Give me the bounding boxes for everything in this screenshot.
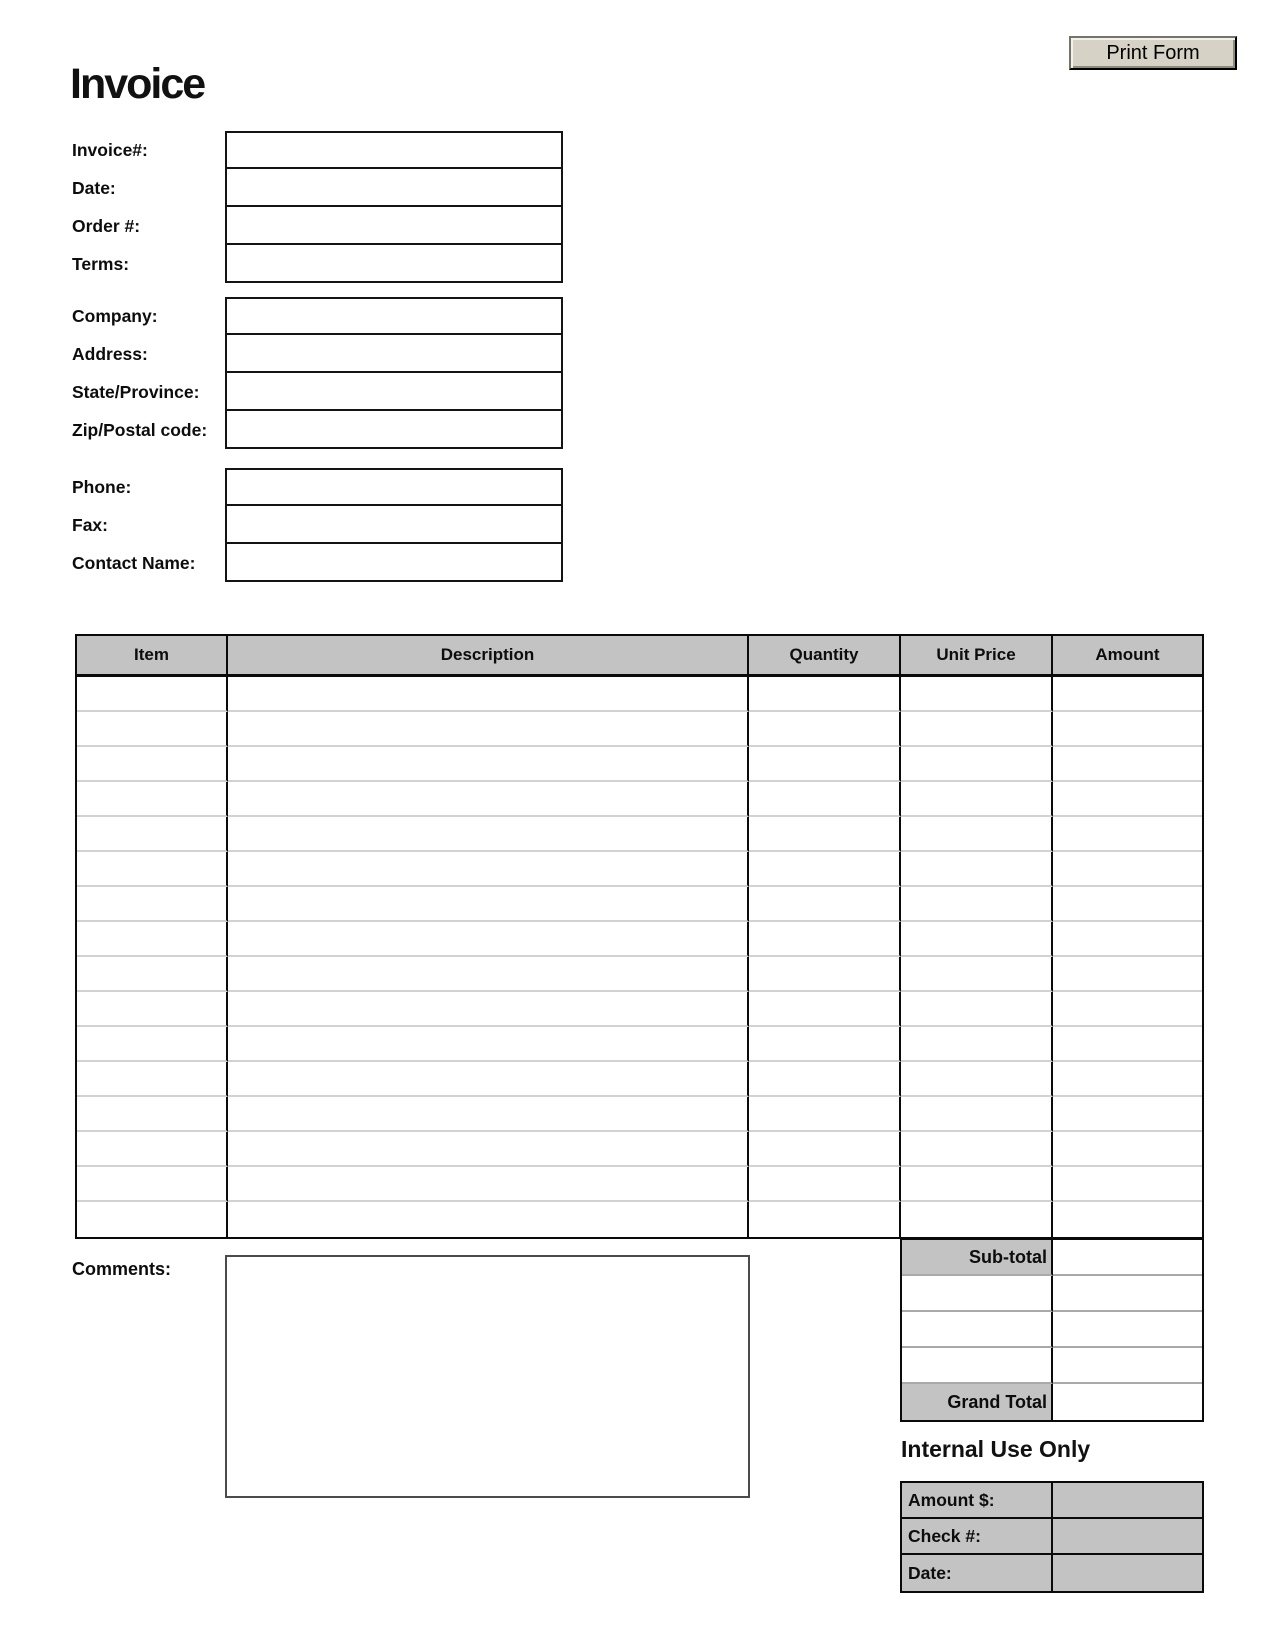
item-cell[interactable] [77,782,228,817]
quantity-cell[interactable] [749,677,901,712]
internal-amount-label: Amount $: [902,1483,1053,1519]
description-cell[interactable] [228,782,749,817]
amount-cell[interactable] [1053,1097,1202,1132]
description-cell[interactable] [228,1062,749,1097]
description-cell[interactable] [228,852,749,887]
quantity-cell[interactable] [749,817,901,852]
summary-blank-value-field[interactable] [1053,1312,1202,1348]
quantity-cell[interactable] [749,957,901,992]
print-form-button[interactable]: Print Form [1069,36,1237,70]
quantity-cell[interactable] [749,1097,901,1132]
table-row [77,922,1202,957]
column-header-unit-price: Unit Price [901,636,1053,674]
amount-cell[interactable] [1053,1167,1202,1202]
item-cell[interactable] [77,677,228,712]
quantity-cell[interactable] [749,887,901,922]
quantity-cell[interactable] [749,1132,901,1167]
internal-date-row [902,1555,1202,1591]
quantity-cell[interactable] [749,852,901,887]
description-cell[interactable] [228,992,749,1027]
date-field[interactable] [225,169,563,207]
description-cell[interactable] [228,747,749,782]
items-table-header [77,636,1202,677]
page-title: Invoice [70,60,205,108]
amount-cell[interactable] [1053,817,1202,852]
unit-price-cell[interactable] [901,817,1053,852]
subtotal-value-field[interactable] [1053,1240,1202,1276]
unit-price-cell[interactable] [901,1062,1053,1097]
quantity-cell[interactable] [749,1202,901,1237]
order-number-field[interactable] [225,207,563,245]
contact-group [72,468,564,582]
unit-price-cell[interactable] [901,782,1053,817]
unit-price-cell[interactable] [901,1167,1053,1202]
description-cell[interactable] [228,887,749,922]
summary-blank-label-field[interactable] [902,1348,1053,1384]
summary-blank-label-field[interactable] [902,1276,1053,1312]
amount-cell[interactable] [1053,1062,1202,1097]
state-province-label: State/Province: [72,381,200,402]
unit-price-cell[interactable] [901,852,1053,887]
terms-field[interactable] [225,245,563,283]
item-cell[interactable] [77,992,228,1027]
description-cell[interactable] [228,817,749,852]
description-cell[interactable] [228,677,749,712]
table-row [77,1097,1202,1132]
unit-price-cell[interactable] [901,1202,1053,1237]
internal-amount-field[interactable] [1053,1483,1202,1519]
amount-cell[interactable] [1053,887,1202,922]
description-cell[interactable] [228,957,749,992]
contact-name-field[interactable] [225,544,563,582]
description-cell[interactable] [228,1202,749,1237]
unit-price-cell[interactable] [901,957,1053,992]
state-province-field[interactable] [225,373,563,411]
quantity-cell[interactable] [749,747,901,782]
item-cell[interactable] [77,1132,228,1167]
contact-name-label: Contact Name: [72,552,196,573]
description-cell[interactable] [228,712,749,747]
item-cell[interactable] [77,852,228,887]
item-cell[interactable] [77,1027,228,1062]
amount-cell[interactable] [1053,957,1202,992]
table-row [77,887,1202,922]
table-row [77,852,1202,887]
table-row [77,957,1202,992]
address-label: Address: [72,343,148,364]
zip-postal-field[interactable] [225,411,563,449]
company-group [72,297,564,449]
item-cell[interactable] [77,712,228,747]
table-row [77,747,1202,782]
item-cell[interactable] [77,887,228,922]
items-table [75,634,1204,1239]
quantity-cell[interactable] [749,992,901,1027]
invoice-number-field[interactable] [225,131,563,169]
amount-cell[interactable] [1053,1027,1202,1062]
summary-blank-row [902,1312,1202,1348]
item-cell[interactable] [77,1062,228,1097]
comments-label: Comments: [72,1259,172,1279]
grand-total-label: Grand Total [902,1384,1053,1420]
subtotal-row [902,1240,1202,1276]
grand-total-row [902,1384,1202,1420]
company-field[interactable] [225,297,563,335]
table-row [77,1132,1202,1167]
zip-postal-label: Zip/Postal code: [72,419,208,440]
unit-price-cell[interactable] [901,1132,1053,1167]
internal-check-label: Check #: [902,1519,1053,1555]
quantity-cell[interactable] [749,1062,901,1097]
quantity-cell[interactable] [749,712,901,747]
item-cell[interactable] [77,922,228,957]
invoice-number-label: Invoice#: [72,139,148,160]
internal-amount-row [902,1483,1202,1519]
terms-label: Terms: [72,253,130,274]
date-label: Date: [72,177,116,198]
internal-check-row [902,1519,1202,1555]
quantity-cell[interactable] [749,1027,901,1062]
unit-price-cell[interactable] [901,677,1053,712]
phone-label: Phone: [72,476,132,497]
table-row [77,817,1202,852]
summary-blank-row [902,1276,1202,1312]
item-cell[interactable] [77,957,228,992]
internal-use-title: Internal Use Only [901,1436,1091,1462]
summary-blank-value-field[interactable] [1053,1348,1202,1384]
description-cell[interactable] [228,1027,749,1062]
amount-cell[interactable] [1053,1202,1202,1237]
item-cell[interactable] [77,747,228,782]
description-cell[interactable] [228,922,749,957]
unit-price-cell[interactable] [901,887,1053,922]
quantity-cell[interactable] [749,782,901,817]
comments-field[interactable] [225,1255,750,1498]
description-cell[interactable] [228,1097,749,1132]
quantity-cell[interactable] [749,922,901,957]
amount-cell[interactable] [1053,782,1202,817]
table-row [77,1062,1202,1097]
invoice-meta-group [72,131,564,283]
address-field[interactable] [225,335,563,373]
description-cell[interactable] [228,1167,749,1202]
amount-cell[interactable] [1053,852,1202,887]
unit-price-cell[interactable] [901,992,1053,1027]
unit-price-cell[interactable] [901,712,1053,747]
description-cell[interactable] [228,1132,749,1167]
item-cell[interactable] [77,1167,228,1202]
amount-cell[interactable] [1053,922,1202,957]
amount-cell[interactable] [1053,677,1202,712]
totals-summary [900,1238,1204,1422]
table-row [77,1027,1202,1062]
amount-cell[interactable] [1053,1132,1202,1167]
table-row [77,677,1202,712]
table-row [77,1202,1202,1237]
item-cell[interactable] [77,1097,228,1132]
company-label: Company: [72,305,158,326]
quantity-cell[interactable] [749,1167,901,1202]
fax-field[interactable] [225,506,563,544]
unit-price-cell[interactable] [901,1027,1053,1062]
item-cell[interactable] [77,817,228,852]
table-row [77,992,1202,1027]
items-table-body [77,677,1202,1237]
table-row [77,1167,1202,1202]
grand-total-value-field[interactable] [1053,1384,1202,1420]
column-header-amount: Amount [1095,645,1160,664]
summary-blank-row [902,1348,1202,1384]
phone-field[interactable] [225,468,563,506]
internal-check-field[interactable] [1053,1519,1202,1555]
fax-label: Fax: [72,514,108,535]
amount-cell[interactable] [1053,747,1202,782]
subtotal-label: Sub-total [902,1240,1053,1276]
column-header-description: Description [228,636,749,674]
summary-blank-label-field[interactable] [902,1312,1053,1348]
column-header-quantity: Quantity [749,636,901,674]
order-number-label: Order #: [72,215,141,236]
internal-use-table [900,1481,1204,1593]
table-row [77,712,1202,747]
internal-date-field[interactable] [1053,1555,1202,1591]
amount-cell[interactable] [1053,712,1202,747]
internal-date-label: Date: [902,1555,1053,1591]
unit-price-cell[interactable] [901,922,1053,957]
summary-blank-value-field[interactable] [1053,1276,1202,1312]
column-header-item: Item [77,636,228,674]
amount-cell[interactable] [1053,992,1202,1027]
unit-price-cell[interactable] [901,747,1053,782]
table-row [77,782,1202,817]
item-cell[interactable] [77,1202,228,1237]
unit-price-cell[interactable] [901,1097,1053,1132]
